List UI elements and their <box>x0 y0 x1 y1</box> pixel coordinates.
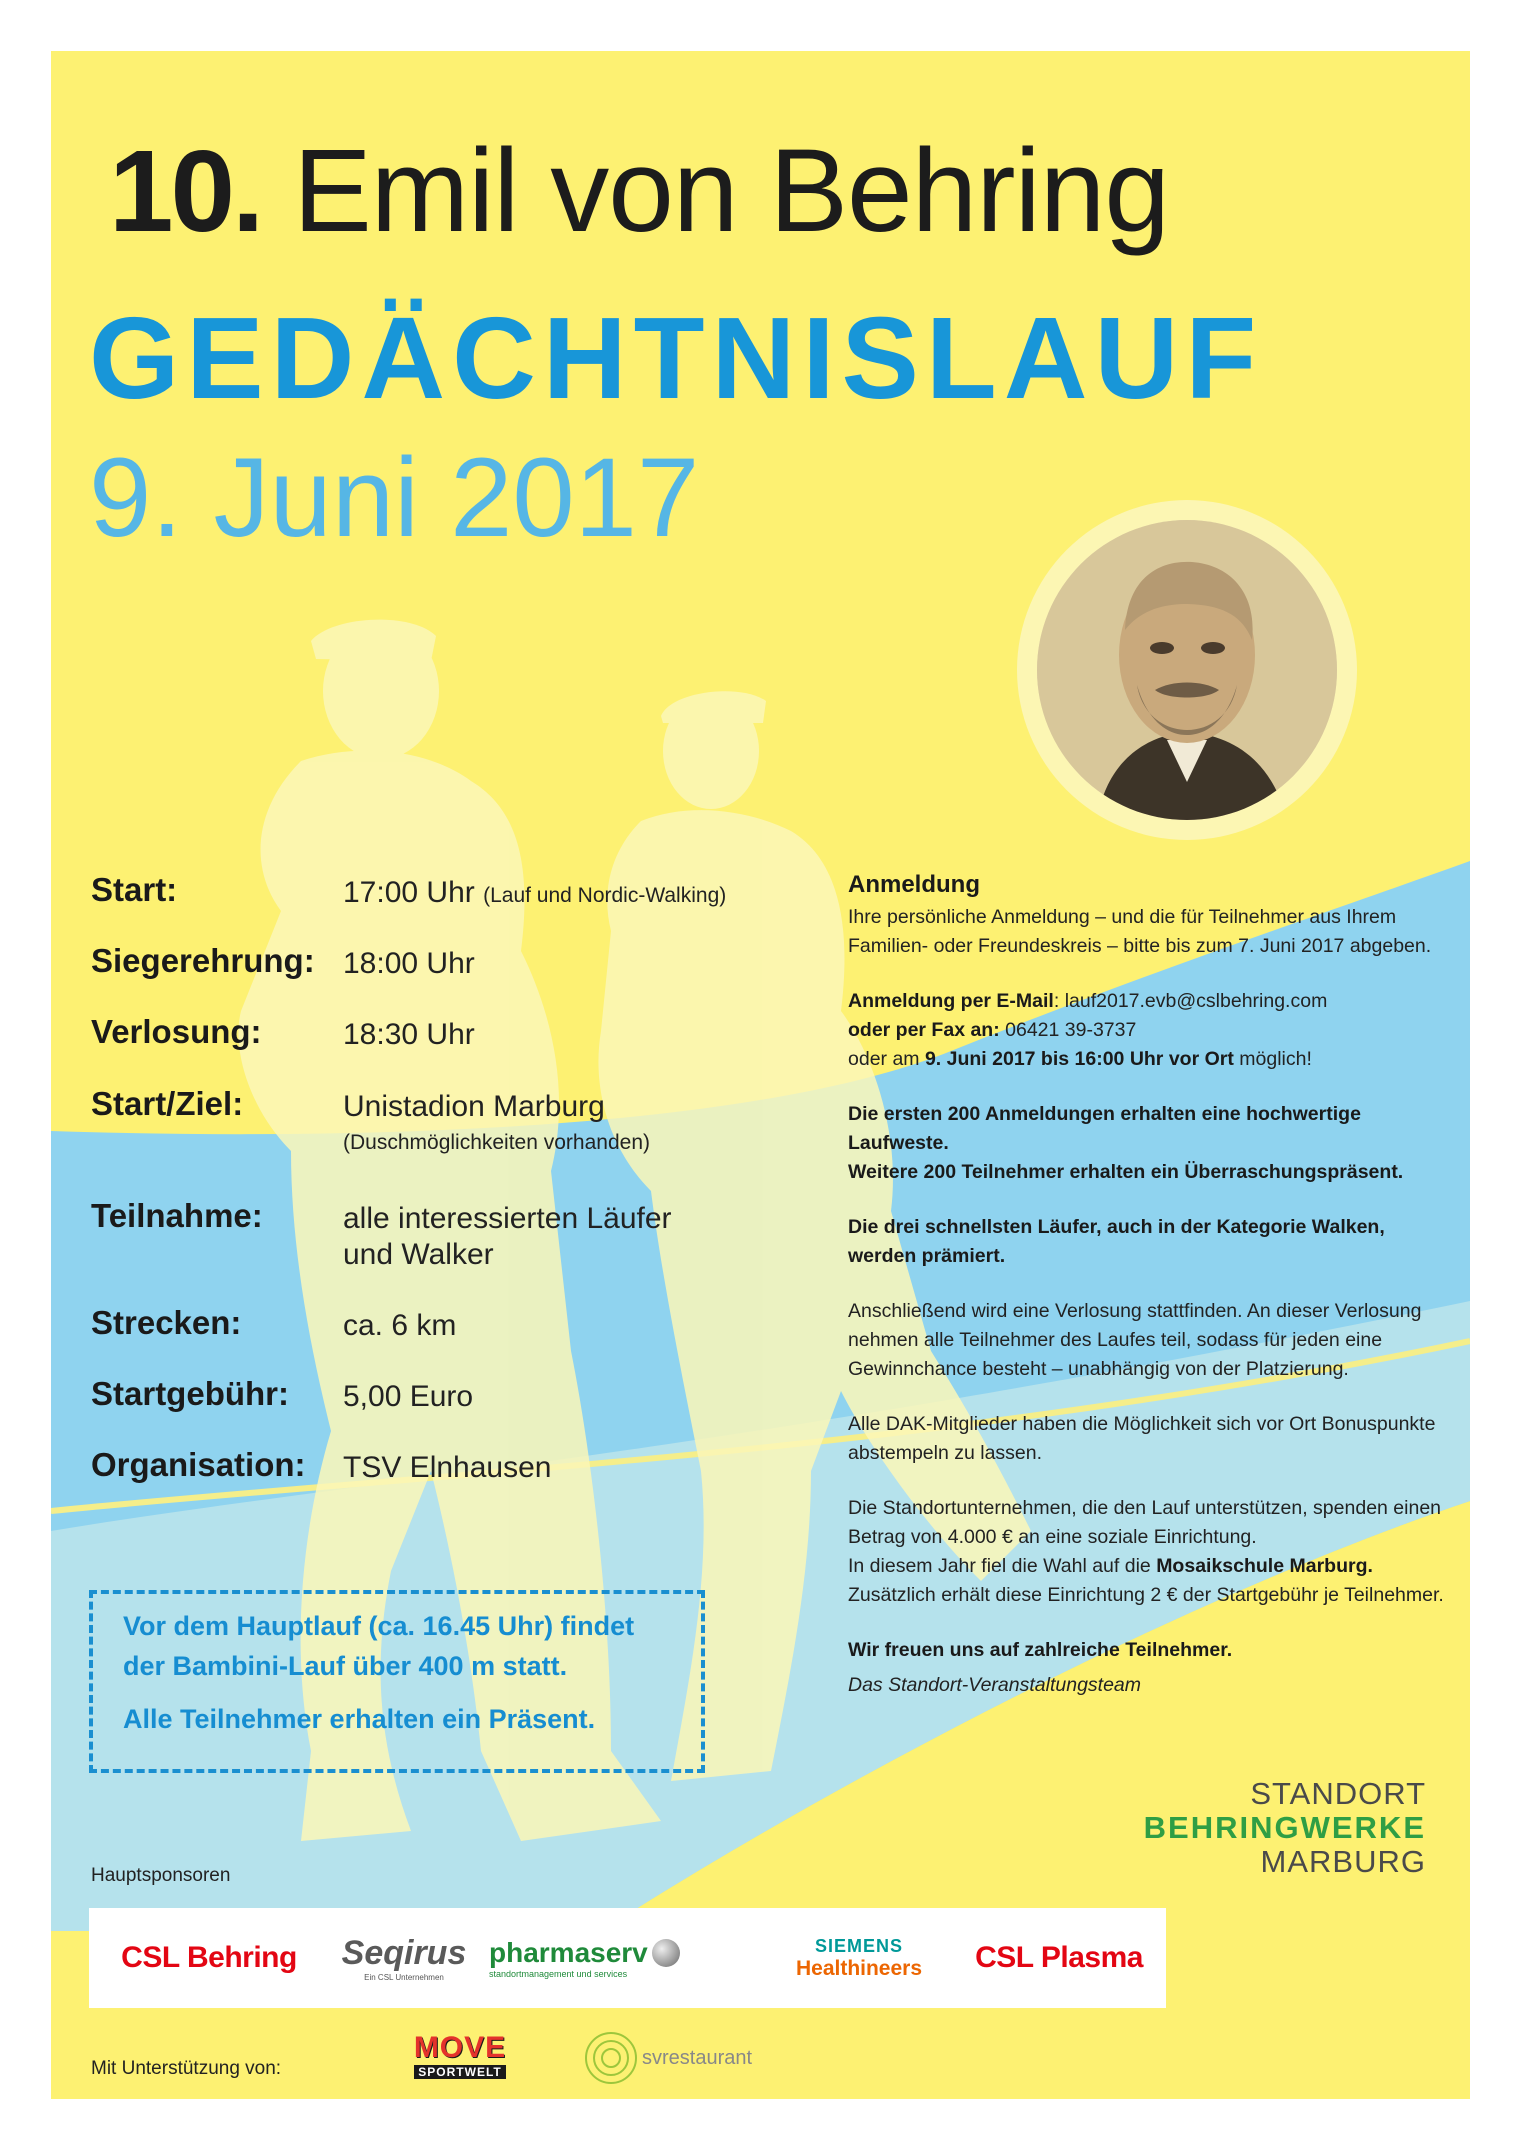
anmeldung-dak: Alle DAK-Mitglieder haben die Möglichkeit sich vor Ort Bonuspunkte abstempeln zu lassen. <box>848 1413 1436 1464</box>
bambini-line1: Vor dem Hauptlauf (ca. 16.45 Uhr) findet <box>123 1611 635 1641</box>
title-gedaechtnislauf: GEDÄCHTNISLAUF <box>89 293 1264 423</box>
detail-value-strecken: ca. 6 km <box>343 1309 457 1342</box>
detail-label-organisation: Organisation: <box>91 1446 306 1483</box>
anmeldung-heading: Anmeldung <box>848 871 980 898</box>
anmeldung-vests: Die ersten 200 Anmeldungen erhalten eine hochwertige Laufweste. Weitere 200 Teilnehmer erhalten ein Überraschungspräsent. <box>848 1103 1404 1183</box>
bambini-line3: Alle Teilnehmer erhalten ein Präsent. <box>123 1704 596 1734</box>
detail-value-siegerehrung: 18:00 Uhr <box>343 947 475 980</box>
csl-behring-logo: CSL Behring <box>121 1941 297 1974</box>
detail-value-startgebuehr: 5,00 Euro <box>343 1380 474 1413</box>
seqirus-logo: Seqirus Ein CSL Unternehmen <box>341 1934 467 1982</box>
anmeldung-fastest: Die drei schnellsten Läufer, auch in der Kategorie Walken, werden prämiert. <box>848 1216 1385 1267</box>
standort-behringwerke-logo: STANDORT BEHRINGWERKE MARBURG <box>1143 1776 1426 1879</box>
sponsors-label: Hauptsponsoren <box>91 1865 231 1886</box>
detail-value-start-ziel: Unistadion Marburg (Duschmöglichkeiten vorhanden) <box>343 1090 650 1154</box>
detail-label-start: Start: <box>91 871 178 908</box>
svrestaurant-swirl-icon <box>584 2031 638 2085</box>
anmeldung-donation: Die Standortunternehmen, die den Lauf unterstützen, spenden einen Betrag von 4.000 € an eine soziale Einrichtung. In diesem Jahr fiel die Wahl auf die Mosaikschule Marburg. Zusätzlich erhält diese Einrichtung 2 € der Startgebühr je Teilnehmer. <box>848 1497 1444 1606</box>
detail-label-verlosung: Verlosung: <box>91 1013 262 1050</box>
siemens-healthineers-logo: SIEMENS Healthineers <box>795 1935 923 1980</box>
portrait-frame <box>1017 500 1357 840</box>
detail-label-startgebuehr: Startgebühr: <box>91 1375 289 1412</box>
support-label: Mit Unterstützung von: <box>91 2058 282 2079</box>
detail-value-start: 17:00 Uhr (Lauf und Nordic-Walking) <box>343 876 727 909</box>
poster <box>51 51 1470 2099</box>
pharmaserv-logo: pharmaserv standortmanagement und services <box>489 1908 739 2008</box>
bambini-info-box <box>89 1590 705 1773</box>
honoree-name: Emil von Behring <box>293 125 1170 257</box>
detail-value-teilnahme: alle interessierten Läufer und Walker <box>343 1202 672 1271</box>
bambini-line2: der Bambini-Lauf über 400 m statt. <box>123 1651 568 1681</box>
detail-value-verlosung: 18:30 Uhr <box>343 1018 475 1051</box>
anmeldung-signature: Das Standort-Veranstaltungsteam <box>848 1674 1142 1696</box>
svrestaurant-logo: svrestaurant <box>584 2031 752 2085</box>
sponsor-logo-bar <box>89 1908 1166 2008</box>
detail-label-siegerehrung: Siegerehrung: <box>91 942 315 979</box>
anmeldung-closing: Wir freuen uns auf zahlreiche Teilnehmer. <box>848 1639 1233 1661</box>
title-event-name <box>109 123 1169 259</box>
registration-info <box>848 870 1448 1726</box>
anmeldung-intro: Ihre persönliche Anmeldung – und die für Teilnehmer aus Ihrem Familien- oder Freundeskreis – bitte bis zum 7. Juni 2017 abgeben. <box>848 906 1432 957</box>
pharmaserv-sphere-icon <box>652 1939 680 1967</box>
move-sportwelt-logo: MOVE SPORTWELT <box>413 2031 507 2079</box>
detail-value-organisation: TSV Elnhausen <box>343 1451 552 1484</box>
edition-number: 10. <box>109 126 262 256</box>
emil-von-behring-portrait <box>1037 520 1337 820</box>
detail-label-start-ziel: Start/Ziel: <box>91 1085 244 1122</box>
anmeldung-contact: Anmeldung per E-Mail: lauf2017.evb@cslbehring.com oder per Fax an: 06421 39-3737 oder am 9. Juni 2017 bis 16:00 Uhr vor Ort möglich! <box>848 990 1328 1070</box>
anmeldung-lottery: Anschließend wird eine Verlosung stattfinden. An dieser Verlosung nehmen alle Teilnehmer des Laufes teil, sodass für jeden eine Gewinnchance besteht – unabhängig von der Platzierung. <box>848 1300 1422 1380</box>
csl-plasma-logo: CSL Plasma <box>975 1941 1143 1974</box>
detail-label-teilnahme: Teilnahme: <box>91 1197 263 1234</box>
detail-label-strecken: Strecken: <box>91 1304 242 1341</box>
event-date: 9. Juni 2017 <box>89 435 700 560</box>
